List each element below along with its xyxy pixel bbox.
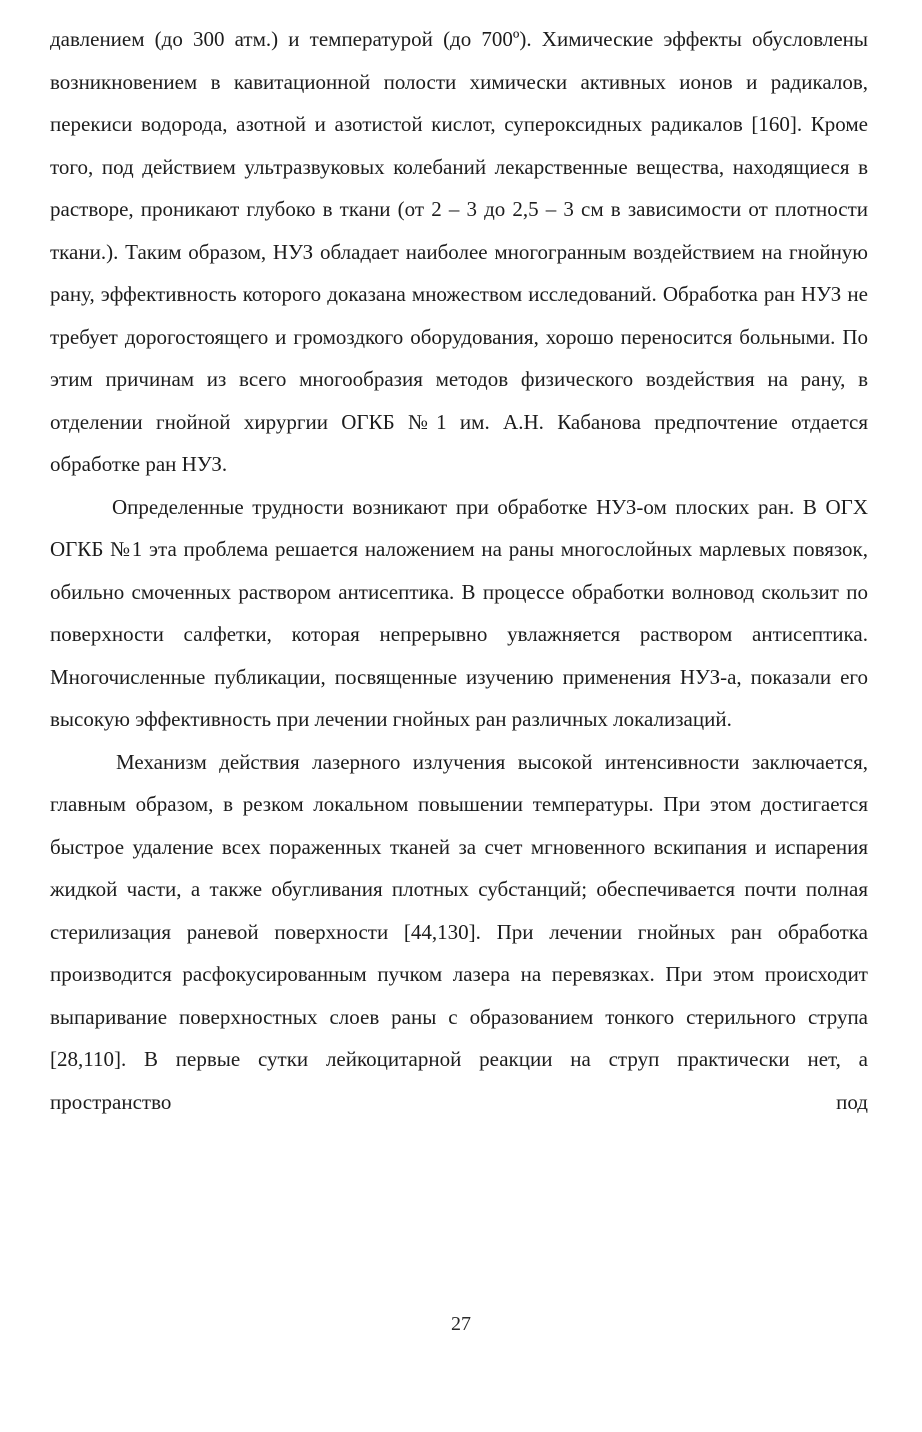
paragraph-3: Механизм действия лазерного излучения высокой интенсивности заключается, главным образом, в резком локальном повышении температуры. При этом достигается быстрое удаление всех пораженных тканей за счет мгновенного вскипания и испарения жидкой части, а также обугливания плотных субстанций; обеспечивается почти полная стерилизация раневой поверхности [44,130]. При лечении гнойных ран обработка производится расфокусированным пучком лазера на перевязках. При этом происходит выпаривание поверхностных слоев раны с образованием тонкого стерильного струпа [28,110]. В первые сутки лейкоцитарной реакции на струп практически нет, а пространство под	[50, 749, 868, 1114]
body-text	[50, 18, 868, 1123]
page-number: 27	[451, 1313, 471, 1335]
paragraph-1: давлением (до 300 атм.) и температурой (до 700º). Химические эффекты обусловлены возникновением в кавитационной полости химически активных ионов и радикалов, перекиси водорода, азотной и азотистой кислот, супероксидных радикалов [160]. Кроме того, под действием ультразвуковых колебаний лекарственные вещества, находящиеся в растворе, проникают глубоко в ткани (от 2 – 3 до 2,5 – 3 см в зависимости от плотности ткани.). Таким образом, НУЗ обладает наиболее многогранным воздействием на гнойную рану, эффективность которого доказана множеством исследований. Обработка ран НУЗ не требует дорогостоящего и громоздкого оборудования, хорошо переносится больными. По этим причинам из всего многообразия методов физического воздействия на рану, в отделении гнойной хирургии ОГКБ №1 им. А.Н. Кабанова предпочтение отдается обработке ран НУЗ.	[50, 27, 868, 476]
paragraph-2: Определенные трудности возникают при обработке НУЗ-ом плоских ран. В ОГХ ОГКБ №1 эта проблема решается наложением на раны многослойных марлевых повязок, обильно смоченных раствором антисептика. В процессе обработки волновод скользит по поверхности салфетки, которая непрерывно увлажняется раствором антисептика. Многочисленные публикации, посвященные изучению применения НУЗ-а, показали его высокую эффективность при лечении гнойных ран различных локализаций.	[50, 494, 868, 731]
